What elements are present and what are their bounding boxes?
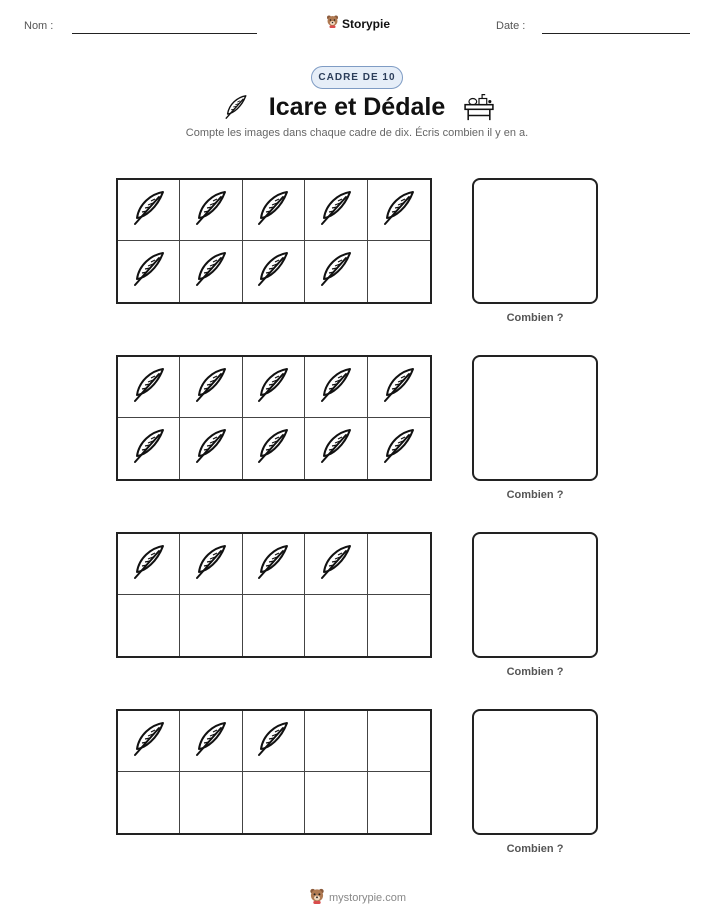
frame-cell [305, 711, 367, 772]
frame-cell [180, 711, 242, 772]
answer-label: Combien ? [506, 312, 564, 324]
bear-mascot-icon [309, 887, 325, 909]
feather-icon [253, 541, 293, 588]
footer-url: mystorypie.com [329, 892, 407, 904]
frame-cell [243, 772, 305, 833]
frame-cell [368, 711, 430, 772]
frame-cell [368, 357, 430, 418]
frame-cell [243, 180, 305, 241]
frame-cell [118, 357, 180, 418]
frame-cell [180, 595, 242, 656]
feather-icon [316, 364, 356, 411]
frame-cell [180, 357, 242, 418]
frame-cell [368, 534, 430, 595]
frame-cell [118, 418, 180, 479]
frame-cell [243, 534, 305, 595]
ten-frame [116, 355, 432, 481]
frame-cell [305, 534, 367, 595]
answer-box[interactable] [472, 178, 598, 304]
feather-icon [379, 187, 419, 234]
frame-cell [180, 180, 242, 241]
answer-label: Combien ? [506, 666, 564, 678]
feather-icon [316, 541, 356, 588]
feather-icon [379, 364, 419, 411]
name-label: Nom : [24, 20, 54, 32]
footer [309, 887, 406, 909]
frame-cell [118, 241, 180, 302]
feather-icon [253, 425, 293, 472]
frame-cell [180, 418, 242, 479]
page-title: Icare et Dédale [268, 93, 446, 121]
date-line[interactable] [542, 33, 690, 34]
date-label: Date : [496, 20, 526, 32]
frame-cell [305, 180, 367, 241]
feather-icon [129, 364, 169, 411]
frame-cell [118, 711, 180, 772]
frame-cell [243, 711, 305, 772]
frame-cell [243, 595, 305, 656]
name-line[interactable] [72, 33, 257, 34]
frame-cell [118, 595, 180, 656]
answer-label: Combien ? [506, 843, 564, 855]
feather-icon [316, 425, 356, 472]
frame-cell [368, 180, 430, 241]
feather-icon [129, 541, 169, 588]
answer-box[interactable] [472, 532, 598, 658]
frame-cell [180, 772, 242, 833]
feather-icon [129, 248, 169, 295]
frame-cell [305, 418, 367, 479]
feather-icon [379, 425, 419, 472]
feather-icon [129, 425, 169, 472]
feather-icon [253, 248, 293, 295]
frame-cell [305, 772, 367, 833]
frame-cell [368, 772, 430, 833]
feather-icon [191, 187, 231, 234]
feather-icon [129, 187, 169, 234]
frame-cell [305, 595, 367, 656]
frame-cell [368, 595, 430, 656]
frame-cell [305, 357, 367, 418]
feather-icon [191, 718, 231, 765]
frame-cell [118, 534, 180, 595]
answer-label: Combien ? [506, 489, 564, 501]
feather-icon [316, 187, 356, 234]
ten-frame [116, 709, 432, 835]
frame-cell [243, 357, 305, 418]
feather-icon [191, 541, 231, 588]
frame-cell [243, 241, 305, 302]
feather-icon [191, 425, 231, 472]
workbench-icon [462, 92, 496, 127]
feather-icon [253, 364, 293, 411]
frame-cell [368, 418, 430, 479]
brand-name: Storypie [342, 16, 391, 31]
topic-badge: CADRE DE 10 [311, 66, 403, 89]
feather-icon [253, 187, 293, 234]
ten-frame [116, 178, 432, 304]
ten-frame [116, 532, 432, 658]
frame-cell [368, 241, 430, 302]
instructions: Compte les images dans chaque cadre de dix. Écris combien il y en a. [185, 127, 529, 139]
frame-cell [243, 418, 305, 479]
frame-cell [118, 772, 180, 833]
feather-icon [316, 248, 356, 295]
feather-icon [129, 718, 169, 765]
frame-cell [305, 241, 367, 302]
frame-cell [180, 534, 242, 595]
answer-box[interactable] [472, 355, 598, 481]
feather-icon [253, 718, 293, 765]
brand-logo [326, 14, 390, 33]
feather-icon [191, 248, 231, 295]
feather-icon [191, 364, 231, 411]
frame-cell [118, 180, 180, 241]
bear-mascot-icon [326, 14, 339, 33]
frame-cell [180, 241, 242, 302]
answer-box[interactable] [472, 709, 598, 835]
